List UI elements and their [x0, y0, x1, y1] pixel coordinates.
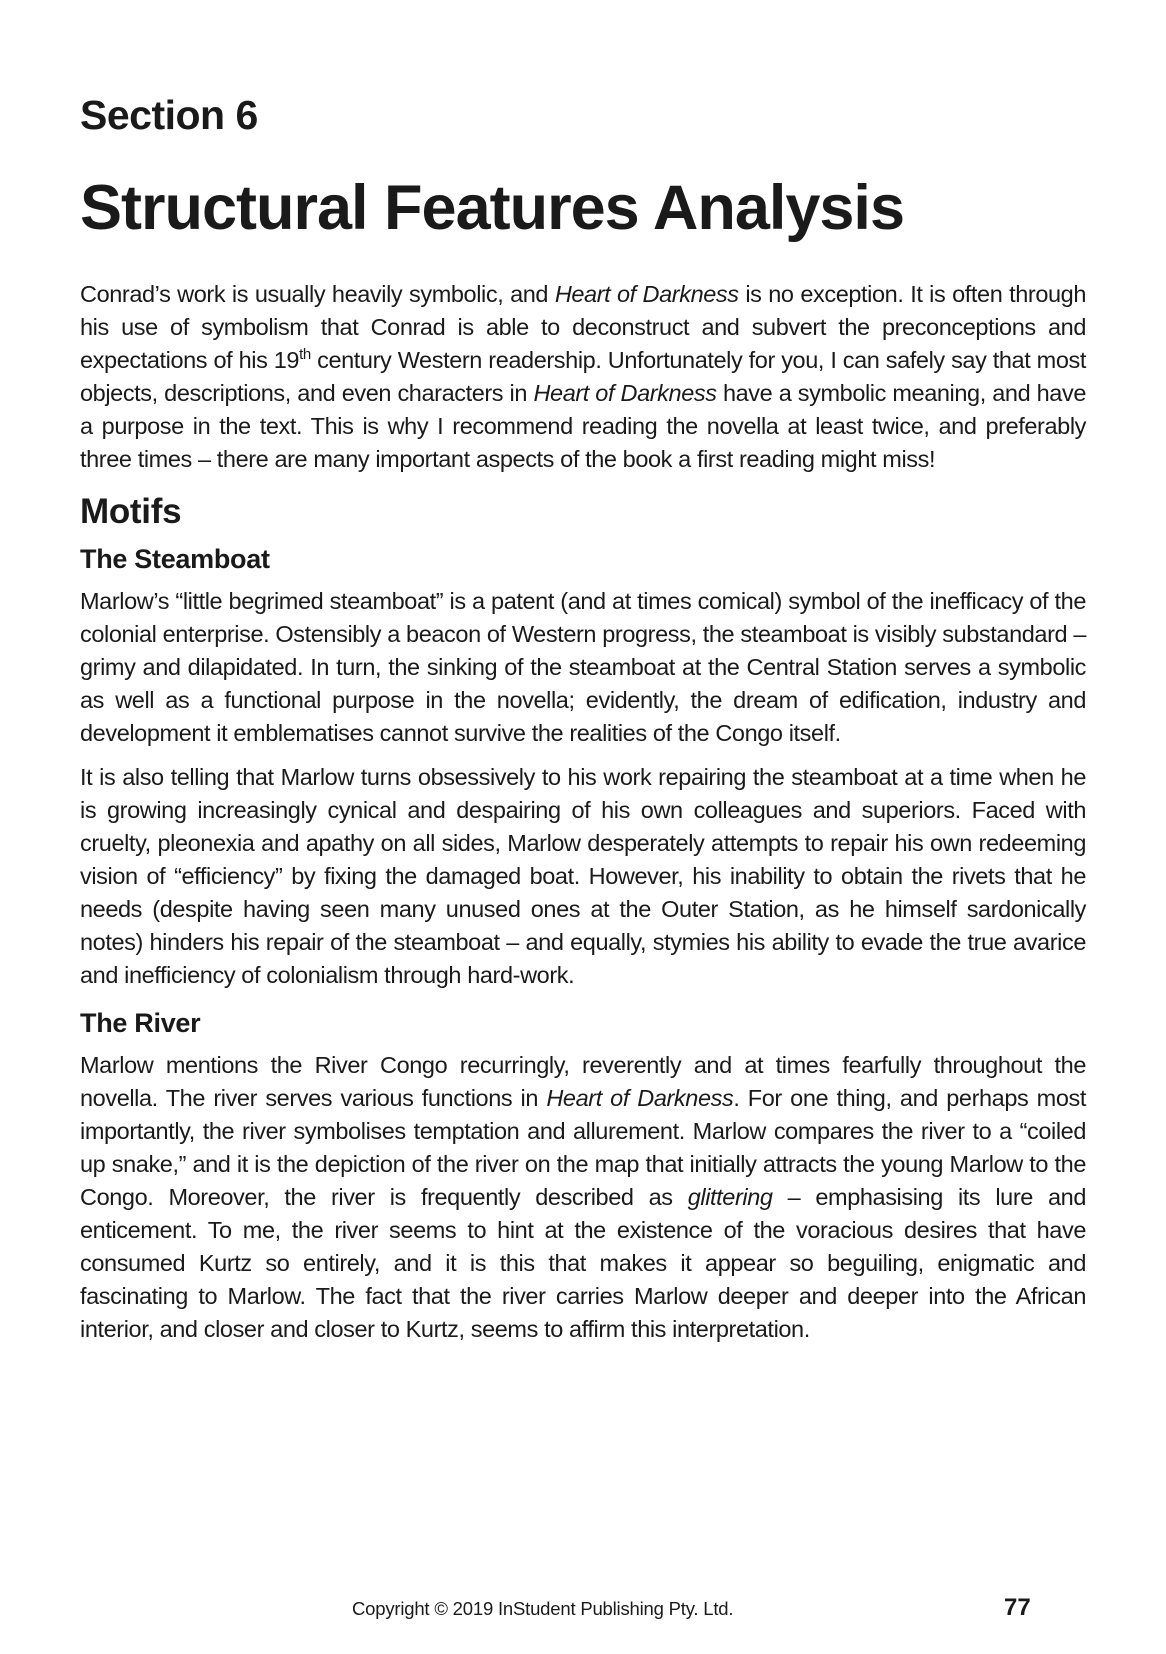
superscript: th [299, 346, 311, 364]
steamboat-paragraph-2: It is also telling that Marlow turns obsessively to his work repairing the steamboat at a time when he is growing increasingly cynical and despairing of his own colleagues and superiors. Faced with cruelty, pleonexia and apathy on all sides, Marlow desperately attempts to repair his own redeeming vision of “efficiency” by fixing the damaged boat. However, his inability to obtain the rivets that he needs (despite having seen many unused ones at the Outer Station, as he himself sardonically notes) hinders his repair of the steamboat – and equally, stymies his ability to evade the true avarice and inefficiency of colonialism through hard-work. [80, 764, 1086, 988]
text-run: century Western readership. Unfortunately for you, I can safely say that most objects, descriptions, and even characters in [80, 347, 1086, 406]
page-number: 77 [1004, 1594, 1031, 1621]
steamboat-heading: The Steamboat [80, 544, 270, 574]
text-run: Marlow mentions the River Congo recurringly, reverently and at times fearfully throughout the novella. The river serves various functions in [80, 1052, 1086, 1111]
text-run: have a symbolic meaning, and have a purpose in the text. This is why I recommend reading the novella at least twice, and preferably three times – there are many important aspects of the book a first reading might miss! [80, 380, 1087, 472]
river-heading: The River [80, 1008, 201, 1038]
intro-paragraph [80, 278, 1086, 476]
text-run: Conrad’s work is usually heavily symbolic, and [80, 281, 555, 307]
page-footer [0, 1594, 1166, 1628]
section-label: Section 6 [80, 92, 258, 138]
text-run: – emphasising its lure and enticement. To me, the river seems to hint at the existence of the voracious desires that have consumed Kurtz so entirely, and it is this that makes it appear so beguiling, enigmatic and fascinating to Marlow. The fact that the river carries Marlow deeper and deeper into the African interior, and closer and closer to Kurtz, seems to affirm this interpretation. [80, 1184, 1086, 1342]
steamboat-paragraph-1: Marlow’s “little begrimed steamboat” is a patent (and at times comical) symbol of the inefficacy of the colonial enterprise. Ostensibly a beacon of Western progress, the steamboat is visibly substandard – grimy and dilapidated. In turn, the sinking of the steamboat at the Central Station serves a symbolic as well as a functional purpose in the novella; evidently, the dream of edification, industry and development it emblematises cannot survive the realities of the Congo itself. [80, 588, 1086, 746]
copyright-notice: Copyright © 2019 InStudent Publishing Pty. Ltd. [352, 1598, 734, 1619]
document-body [80, 278, 1086, 1357]
river-paragraph [80, 1049, 1086, 1346]
italic-word: glittering [687, 1184, 773, 1210]
italic-title: Heart of Darkness [533, 380, 717, 406]
text-run: . For one thing, and perhaps most importantly, the river symbolises temptation and allurement. Marlow compares the river to a “coiled up snake,” and it is the depiction of the river on the map that initially attracts the young Marlow to the Congo. Moreover, the river is frequently described as [80, 1085, 1087, 1210]
page-title: Structural Features Analysis [80, 173, 904, 243]
text-run: is no exception. It is often through his use of symbolism that Conrad is able to deconstruct and subvert the preconceptions and expectations of his 19 [80, 281, 1087, 373]
italic-title: Heart of Darkness [554, 281, 739, 307]
italic-title: Heart of Darkness [546, 1085, 734, 1111]
motifs-heading: Motifs [80, 492, 182, 531]
